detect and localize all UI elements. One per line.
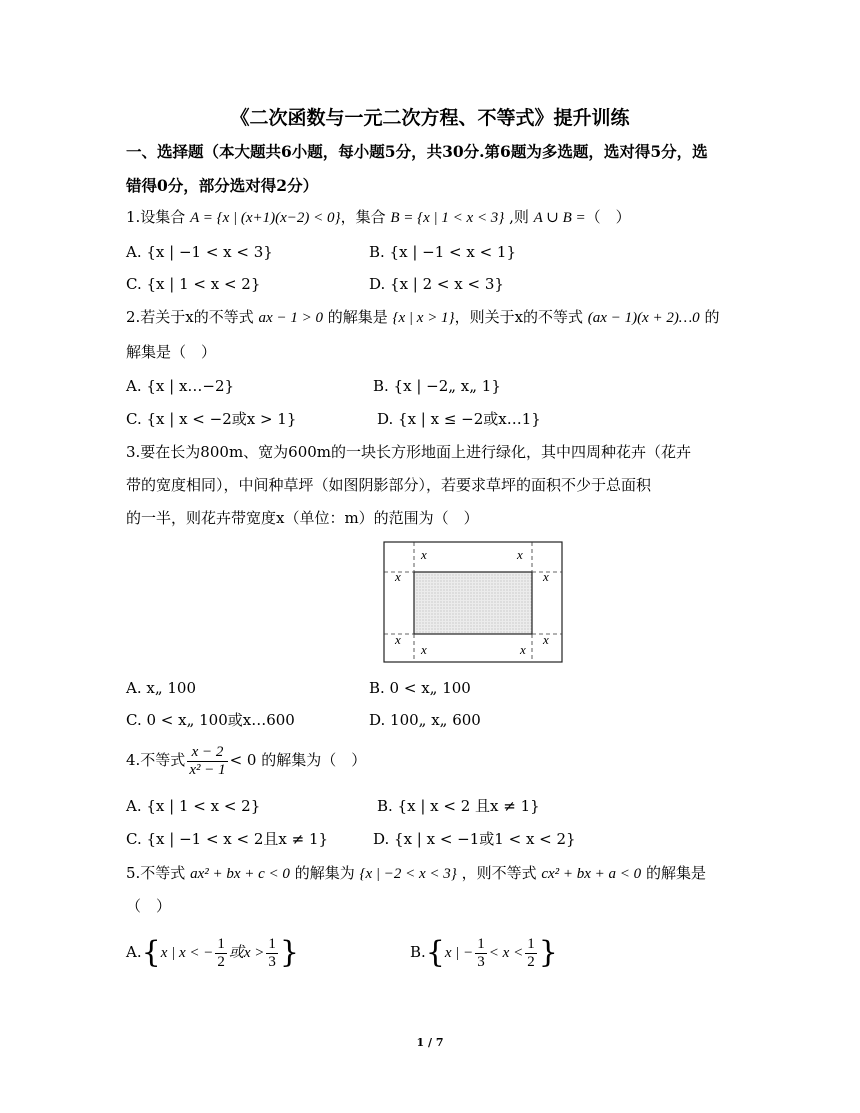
q4-text-tail: < 0 的解集为（ ） — [229, 751, 367, 769]
q2-option-d: D. {x | x ≤ −2或x…1} — [377, 410, 541, 428]
q3-line1: 3.要在长为800m、宽为600m的一块长方形地面上进行绿化，其中四周种花卉（花卉 — [126, 443, 692, 461]
q2-option-c: C. {x | x < −2或x > 1} — [126, 410, 297, 428]
q3-line3: 的一半，则花卉带宽度x（单位：m）的范围为（ ） — [126, 509, 479, 527]
q5-a-frac-2-num: 1 — [268, 935, 276, 952]
q1-option-a: A. {x | −1 < x < 3} — [126, 243, 273, 261]
q5-line2: （ ） — [126, 897, 172, 915]
q5-text-tail: 的解集是 — [641, 864, 706, 882]
label-x-bottom-left: x — [421, 642, 427, 657]
q5-b-frac-1-num: 1 — [477, 935, 485, 952]
right-brace-icon: } — [279, 935, 300, 970]
q2-inequality-1: ax − 1 > 0 — [258, 310, 323, 326]
q3-option-a: A. x„ 100 — [126, 679, 196, 697]
q1-set-b: B = {x | 1 < x < 3} — [390, 210, 505, 226]
garden-figure — [383, 541, 563, 663]
q2-set: {x | x > 1} — [392, 310, 455, 326]
q4-option-c: C. {x | −1 < x < 2且x ≠ 1} — [126, 830, 329, 848]
q1-union: A ∪ B = — [533, 210, 586, 226]
q5-b-frac-1-den: 3 — [477, 953, 485, 970]
q5-option-b — [410, 932, 558, 973]
q4-option-b: B. {x | x < 2 且x ≠ 1} — [377, 797, 540, 815]
label-x-top-left: x — [421, 547, 427, 562]
q3-line2: 带的宽度相同），中间种草坪（如图阴影部分），若要求草坪的面积不少于总面积 — [126, 476, 652, 494]
q5-a-frac-2-den: 3 — [268, 953, 276, 970]
q5-b-frac-1 — [475, 936, 487, 971]
q2-option-a: A. {x | x…−2} — [126, 377, 235, 395]
label-x-top-right: x — [517, 547, 523, 562]
q5-b-frac-2-num: 1 — [527, 935, 535, 952]
q2-line2: 解集是（ ） — [126, 343, 217, 361]
q1-option-b: B. {x | −1 < x < 1} — [369, 243, 517, 261]
q5-a-expr: x | x < − — [160, 945, 214, 961]
q5-b-frac-2-den: 2 — [527, 953, 535, 970]
q5-a-expr-mid: 或x > — [228, 945, 265, 961]
question-2 — [126, 307, 719, 328]
q2-text-mid: 的解集是 — [322, 308, 393, 326]
question-5 — [126, 863, 706, 884]
q3-option-c: C. 0 < x„ 100或x…600 — [126, 711, 295, 729]
lawn-rect — [414, 572, 532, 634]
section-header-line2: 错得0分，部分选对得2分） — [126, 176, 319, 195]
question-4 — [126, 742, 366, 779]
q5-text: 5.不等式 — [126, 864, 191, 882]
q1-option-c: C. {x | 1 < x < 2} — [126, 275, 261, 293]
left-brace-icon: { — [425, 935, 445, 970]
label-x-right-upper: x — [543, 569, 549, 584]
q5-a-frac-1-num: 1 — [217, 935, 225, 952]
page-number: 1 / 7 — [416, 1036, 444, 1049]
q3-option-b: B. 0 < x„ 100 — [369, 679, 471, 697]
q5-b-expr-mid: < x < — [488, 945, 524, 961]
q2-text-mid2: ，则关于x的不等式 — [454, 308, 588, 326]
q4-text: 4.不等式 — [126, 751, 186, 769]
q2-text: 2.若关于x的不等式 — [126, 308, 259, 326]
q1-option-d: D. {x | 2 < x < 3} — [369, 275, 504, 293]
q5-set: {x | −2 < x < 3} — [359, 866, 457, 882]
q5-a-frac-2 — [266, 936, 278, 971]
q1-blank: （ ） — [585, 208, 631, 226]
q2-inequality-2: (ax − 1)(x + 2)…0 — [587, 310, 700, 326]
label-x-bottom-right: x — [520, 642, 526, 657]
q5-inequality-2: cx² + bx + a < 0 — [541, 866, 642, 882]
q1-text-tail: ,则 — [504, 208, 534, 226]
q1-text-mid: ，集合 — [340, 208, 391, 226]
q5-text-mid2: ，则不等式 — [456, 864, 542, 882]
q5-text-mid: 的解集为 — [289, 864, 360, 882]
q5-b-frac-2 — [525, 936, 537, 971]
label-x-right-lower: x — [543, 632, 549, 647]
q2-text-tail: 的 — [699, 308, 720, 326]
left-brace-icon: { — [141, 935, 161, 970]
q4-fraction — [187, 744, 227, 779]
q4-denominator: x² − 1 — [189, 761, 226, 778]
q1-text: 1.设集合 — [126, 208, 191, 226]
q5-option-a — [126, 932, 299, 973]
question-1 — [126, 207, 631, 228]
q5-a-frac-1-den: 2 — [217, 953, 225, 970]
label-x-left-lower: x — [395, 632, 401, 647]
q4-numerator: x − 2 — [187, 744, 227, 762]
q5-inequality-1: ax² + bx + c < 0 — [190, 866, 290, 882]
page-title: 《二次函数与一元二次方程、不等式》提升训练 — [230, 107, 630, 129]
right-brace-icon: } — [538, 935, 558, 970]
section-header-line1: 一、选择题（本大题共6小题，每小题5分，共30分.第6题为多选题，选对得5分，选 — [126, 142, 708, 161]
q5-option-a-label: A. — [126, 943, 142, 961]
label-x-left-upper: x — [395, 569, 401, 584]
q5-a-frac-1 — [215, 936, 227, 971]
q4-option-d: D. {x | x < −1或1 < x < 2} — [373, 830, 576, 848]
q1-set-a: A = {x | (x+1)(x−2) < 0} — [190, 210, 341, 226]
q5-b-expr: x | − — [444, 945, 474, 961]
q4-option-a: A. {x | 1 < x < 2} — [126, 797, 261, 815]
q3-option-d: D. 100„ x„ 600 — [369, 711, 481, 729]
q2-option-b: B. {x | −2„ x„ 1} — [373, 377, 501, 395]
q5-option-b-label: B. — [410, 943, 426, 961]
